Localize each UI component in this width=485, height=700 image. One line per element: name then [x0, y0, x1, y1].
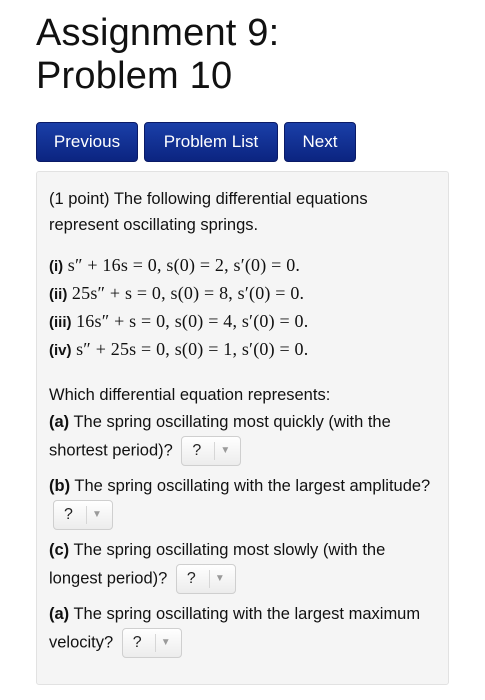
question-text: The spring oscillating most quickly (with the shortest period)?: [49, 413, 391, 460]
dropdown-divider: [86, 506, 87, 524]
equation-tag: (iii): [49, 314, 72, 331]
equation-tag: (ii): [49, 286, 68, 303]
answer-dropdown[interactable]: [53, 500, 113, 530]
chevron-down-icon: ▼: [214, 573, 225, 584]
equation-text: s″ + 16s = 0, s(0) = 2, s′(0) = 0.: [67, 255, 301, 275]
page-title-line-1: Assignment 9:: [36, 12, 280, 54]
question-text: The spring oscillating most slowly (with the longest period)?: [49, 541, 386, 588]
question-tag: (a): [49, 413, 70, 431]
dropdown-divider: [155, 634, 156, 652]
question-tag: (a): [49, 605, 70, 623]
equation-text: 25s″ + s = 0, s(0) = 8, s′(0) = 0.: [71, 283, 305, 303]
dropdown-divider: [209, 570, 210, 588]
problem-intro: (1 point) The following differential equations represent oscillating springs.: [49, 190, 368, 234]
equation-text: 16s″ + s = 0, s(0) = 4, s′(0) = 0.: [76, 311, 309, 331]
problem-navigation: [36, 122, 356, 162]
dropdown-divider: [214, 442, 215, 460]
answer-dropdown[interactable]: [122, 628, 182, 658]
chevron-down-icon: ▼: [220, 445, 231, 456]
problem-list-button[interactable]: Problem List: [144, 122, 278, 162]
question-item: [49, 600, 436, 658]
question-text: The spring oscillating with the largest maximum velocity?: [49, 605, 421, 652]
equation-tag: (i): [49, 258, 64, 275]
equation-item: [49, 252, 436, 280]
chevron-down-icon: ▼: [92, 509, 102, 520]
answer-dropdown-value: ?: [186, 570, 196, 587]
question-item: [49, 472, 436, 530]
equation-list: [49, 252, 436, 364]
question-item: [49, 408, 436, 466]
question-tag: (c): [49, 541, 70, 559]
answer-dropdown[interactable]: [181, 436, 241, 466]
equation-tag: (iv): [49, 342, 72, 359]
previous-button[interactable]: Previous: [36, 122, 138, 162]
answer-dropdown-value: ?: [192, 442, 202, 459]
equation-text: s″ + 25s = 0, s(0) = 1, s′(0) = 0.: [76, 339, 309, 359]
page-title-line-2: Problem 10: [36, 55, 233, 97]
equation-item: [49, 336, 436, 364]
answer-dropdown-value: ?: [64, 506, 73, 523]
question-text: The spring oscillating with the largest amplitude?: [74, 477, 431, 495]
equation-item: [49, 308, 436, 336]
equation-item: [49, 280, 436, 308]
problem-panel: [36, 171, 449, 685]
answer-dropdown[interactable]: [176, 564, 236, 594]
question-tag: (b): [49, 477, 71, 495]
chevron-down-icon: ▼: [160, 637, 171, 648]
next-button[interactable]: Next: [284, 122, 356, 162]
question-lead: Which differential equation represents:: [49, 386, 331, 404]
question-item: [49, 536, 436, 594]
page-title: [36, 12, 279, 98]
answer-dropdown-value: ?: [132, 634, 142, 651]
